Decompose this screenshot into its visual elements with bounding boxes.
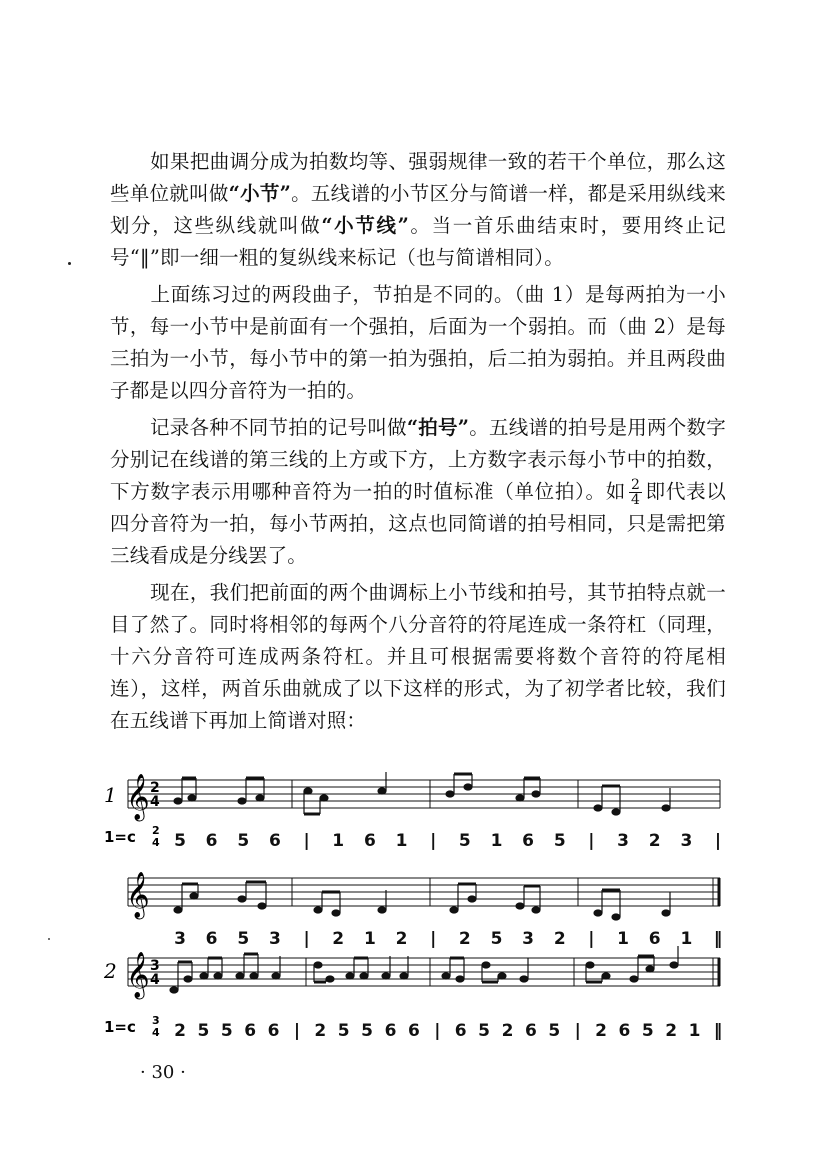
jianpu-note: 6 — [244, 1021, 257, 1040]
jianpu-barline: | — [303, 831, 310, 851]
jianpu-note: 5 — [641, 1021, 654, 1040]
jianpu-barline: | — [574, 1021, 581, 1040]
jianpu-row-2 — [174, 929, 722, 949]
treble-clef-icon: 𝄞 — [126, 952, 150, 998]
jianpu-note: 1 — [363, 929, 376, 949]
paragraph-beaming: 现在，我们把前面的两个曲调标上小节线和拍号，其节拍特点就一目了然了。同时将相邻的每两个八分音符的符尾连成一条符杠（同理，十六分音符可连成两条符杠。并且可根据需要将数个音符的符尾相连），这样，两首乐曲就成了以下这样的形式，为了初学者比较，我们在五线谱下再加上简谱对照： — [110, 581, 726, 732]
jianpu-note: 6 — [407, 1021, 420, 1040]
key-label-1: 1=c — [104, 828, 136, 846]
key-label-2: 1=c — [104, 1018, 136, 1036]
jianpu-note: 2 — [332, 929, 345, 949]
jianpu-ts-bottom: 4 — [152, 836, 160, 849]
jianpu-note: 2 — [595, 1021, 607, 1040]
jianpu-note: 2 — [648, 831, 661, 851]
jianpu-note: 6 — [384, 1021, 397, 1040]
print-speck — [48, 938, 50, 940]
jianpu-note: 5 — [361, 1021, 374, 1040]
jianpu-note: 1 — [680, 929, 693, 949]
jianpu-barline: | — [588, 831, 595, 851]
jianpu-note: 1 — [490, 831, 503, 851]
jianpu-note: 6 — [618, 1021, 631, 1040]
jianpu-note: 2 — [665, 1021, 678, 1040]
jianpu-row-3 — [174, 1021, 722, 1040]
jianpu-note: 6 — [363, 831, 376, 851]
jianpu-note: 2 — [458, 929, 471, 949]
page-number: · 30 · — [140, 1062, 186, 1083]
jianpu-note: 3 — [174, 929, 186, 949]
staff-system-2 — [128, 878, 720, 906]
jianpu-barline: | — [714, 831, 722, 851]
jianpu-note: 2 — [501, 1021, 514, 1040]
jianpu-note: 5 — [174, 831, 186, 851]
jianpu-ts-top: 2 — [152, 824, 160, 837]
jianpu-barline: ‖ — [713, 929, 723, 949]
jianpu-note: 5 — [237, 831, 250, 851]
jianpu-barline: | — [430, 831, 437, 851]
jianpu-note: 5 — [553, 831, 566, 851]
jianpu-note: 2 — [174, 1021, 186, 1040]
time-sig-bottom-2: 4 — [150, 972, 160, 988]
jianpu-note: 6 — [524, 1021, 537, 1040]
body-text — [110, 146, 726, 742]
jianpu-note: 5 — [237, 929, 250, 949]
jianpu-note: 5 — [490, 929, 503, 949]
jianpu-note: 1 — [688, 1021, 701, 1040]
piece-number-2: 2 — [104, 959, 117, 983]
jianpu-note: 6 — [267, 1021, 280, 1040]
paragraph-time-signature: 记录各种不同节拍的记号叫做“拍号”。五线谱的拍号是用两个数字分别记在线谱的第三线的上方或下方，上方数字表示每小节中的拍数，下方数字表示用哪种音符为一拍的时值标准（单位拍）。如 $\frac{2}{4}$ 即代表以四分音符为一拍，每小节两拍，这点也同简谱的拍号相同，只是需把第三线看成是分线罢了。 — [110, 416, 726, 567]
paragraph-meter-comparison: 上面练习过的两段曲子，节拍是不同的。（曲 1）是每两拍为一小节，每一小节中是前面有一个强拍，后面为一个弱拍。而（曲 2）是每三拍为一小节，每小节中的第一拍为强拍，后二拍为弱拍。并且两段曲子都是以四分音符为一拍的。 — [110, 283, 726, 402]
jianpu-note: 5 — [458, 831, 471, 851]
jianpu-barline: | — [434, 1021, 441, 1040]
jianpu-note: 6 — [648, 929, 661, 949]
jianpu-barline: | — [303, 929, 310, 949]
notes-system-2 — [174, 882, 670, 920]
jianpu-note: 3 — [680, 831, 693, 851]
time-sig-bottom: 4 — [150, 794, 160, 810]
jianpu-note: 6 — [205, 831, 218, 851]
jianpu-barline: | — [430, 929, 437, 949]
staff-system-1 — [128, 780, 720, 808]
jianpu-row-1 — [174, 831, 721, 851]
term-time-signature: “拍号” — [406, 416, 470, 439]
print-speck — [68, 262, 71, 265]
jianpu-note: 5 — [220, 1021, 233, 1040]
jianpu-note: 6 — [522, 831, 535, 851]
jianpu-note: 3 — [522, 929, 535, 949]
jianpu-note: 5 — [197, 1021, 210, 1040]
treble-clef-icon: 𝄞 — [126, 872, 150, 918]
term-barline: “小节线” — [321, 214, 409, 237]
time-sig-top: 2 — [150, 780, 160, 796]
jianpu-note: 1 — [395, 831, 408, 851]
jianpu-ts-bottom-2: 4 — [152, 1026, 160, 1039]
jianpu-note: 1 — [617, 929, 630, 949]
term-bar: “小节” — [228, 182, 292, 205]
jianpu-note: 6 — [268, 831, 281, 851]
jianpu-note: 3 — [617, 831, 630, 851]
jianpu-note: 2 — [553, 929, 566, 949]
fraction-two-four: $\frac{2}{4}$ — [631, 477, 641, 508]
jianpu-barline: | — [293, 1021, 301, 1040]
jianpu-note: 2 — [395, 929, 408, 949]
jianpu-note: 5 — [548, 1021, 561, 1040]
treble-clef-icon: 𝄞 — [126, 774, 150, 820]
music-notation — [100, 770, 740, 1040]
paragraph-bar-definition: 如果把曲调分成为拍数均等、强弱规律一致的若干个单位，那么这些单位就叫做“小节”。五线谱的小节区分与简谱一样，都是采用纵线来划分，这些纵线就叫做“小节线”。当一首乐曲结束时，要用终止记号“‖”即一细一粗的复纵线来标记（也与简谱相同）。 — [110, 150, 727, 269]
jianpu-note: 6 — [454, 1021, 467, 1040]
jianpu-ts-top-2: 3 — [152, 1014, 160, 1027]
jianpu-note: 2 — [314, 1021, 327, 1040]
jianpu-note: 5 — [337, 1021, 350, 1040]
jianpu-barline: ‖ — [713, 1021, 723, 1040]
jianpu-note: 3 — [268, 929, 281, 949]
jianpu-barline: | — [588, 929, 595, 949]
time-sig-top-2: 3 — [150, 958, 160, 974]
piece-number-1: 1 — [104, 783, 117, 807]
jianpu-note: 5 — [478, 1021, 491, 1040]
jianpu-note: 1 — [332, 831, 345, 851]
jianpu-note: 6 — [205, 929, 218, 949]
